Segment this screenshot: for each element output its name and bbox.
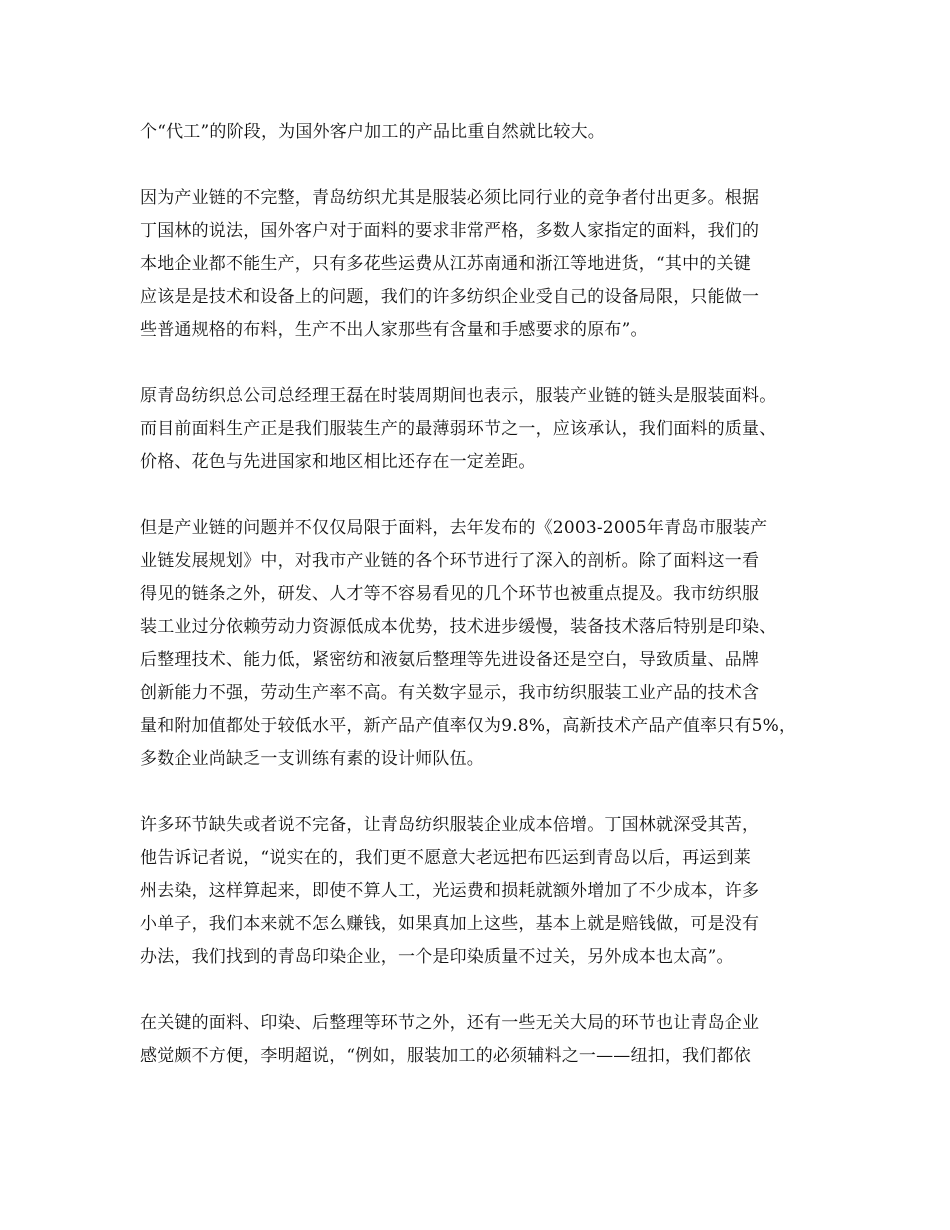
text-line: 本地企业都不能生产，只有多花些运费从江苏南通和浙江等地进货，“其中的关键: [140, 254, 751, 274]
paragraph-2: [140, 182, 820, 347]
paragraph-3: [140, 380, 820, 479]
text-line: 价格、花色与先进国家和地区相比还存在一定差距。: [140, 452, 536, 472]
text-line: 因为产业链的不完整，青岛纺织尤其是服装必须比同行业的竞争者付出更多。根据: [140, 188, 760, 208]
text-line: 后整理技术、能力低，紧密纺和液氨后整理等先进设备还是空白，导致质量、品牌: [140, 650, 760, 670]
text-line: 创新能力不强，劳动生产率不高。有关数字显示，我市纺织服装工业产品的技术含: [140, 683, 760, 703]
text-line: 州去染，这样算起来，即使不算人工，光运费和损耗就额外增加了不少成本，许多: [140, 881, 760, 901]
paragraph-5: [140, 809, 820, 974]
text-line: 应该是是技术和设备上的问题，我们的许多纺织企业受自己的设备局限，只能做一: [140, 287, 760, 307]
text-line: 丁国林的说法，国外客户对于面料的要求非常严格，多数人家指定的面料，我们的: [140, 221, 760, 241]
text-line: 得见的链条之外，研发、人才等不容易看见的几个环节也被重点提及。我市纺织服: [140, 584, 760, 604]
paragraph-4: [140, 512, 820, 776]
paragraph-1: [140, 116, 820, 149]
text-line: 在关键的面料、印染、后整理等环节之外，还有一些无关大局的环节也让青岛企业: [140, 1013, 760, 1033]
text-line: 些普通规格的布料，生产不出人家那些有含量和手感要求的原布”。: [140, 320, 648, 340]
text-line: 装工业过分依赖劳动力资源低成本优势，技术进步缓慢，装备技术落后特别是印染、: [140, 617, 777, 637]
paragraph-6: [140, 1007, 820, 1073]
text-line: 许多环节缺失或者说不完备，让青岛纺织服装企业成本倍增。丁国林就深受其苦，: [140, 815, 760, 835]
article-body: [140, 116, 820, 1106]
text-line: 小单子，我们本来就不怎么赚钱，如果真加上这些，基本上就是赔钱做，可是没有: [140, 914, 760, 934]
text-line: 他告诉记者说，“说实在的，我们更不愿意大老远把布匹运到青岛以后，再运到莱: [140, 848, 751, 868]
text-line: 原青岛纺织总公司总经理王磊在时装周期间也表示，服装产业链的链头是服装面料。: [140, 386, 777, 406]
text-line: 个“代工”的阶段，为国外客户加工的产品比重自然就比较大。: [140, 122, 605, 142]
text-line: 但是产业链的问题并不仅仅局限于面料，去年发布的《2003-2005年青岛市服装产: [140, 518, 768, 538]
text-line: 感觉颇不方便，李明超说，“例如，服装加工的必须辅料之一——纽扣，我们都依: [140, 1046, 751, 1066]
text-line: 业链发展规划》中，对我市产业链的各个环节进行了深入的剖析。除了面料这一看: [140, 551, 760, 571]
text-line: 办法，我们找到的青岛印染企业，一个是印染质量不过关，另外成本也太高”。: [140, 947, 734, 967]
text-line: 多数企业尚缺乏一支训练有素的设计师队伍。: [140, 749, 484, 769]
text-line: 而目前面料生产正是我们服装生产的最薄弱环节之一，应该承认，我们面料的质量、: [140, 419, 777, 439]
text-line: 量和附加值都处于较低水平，新产品产值率仅为9.8%，高新技术产品产值率只有5%，: [140, 716, 797, 736]
